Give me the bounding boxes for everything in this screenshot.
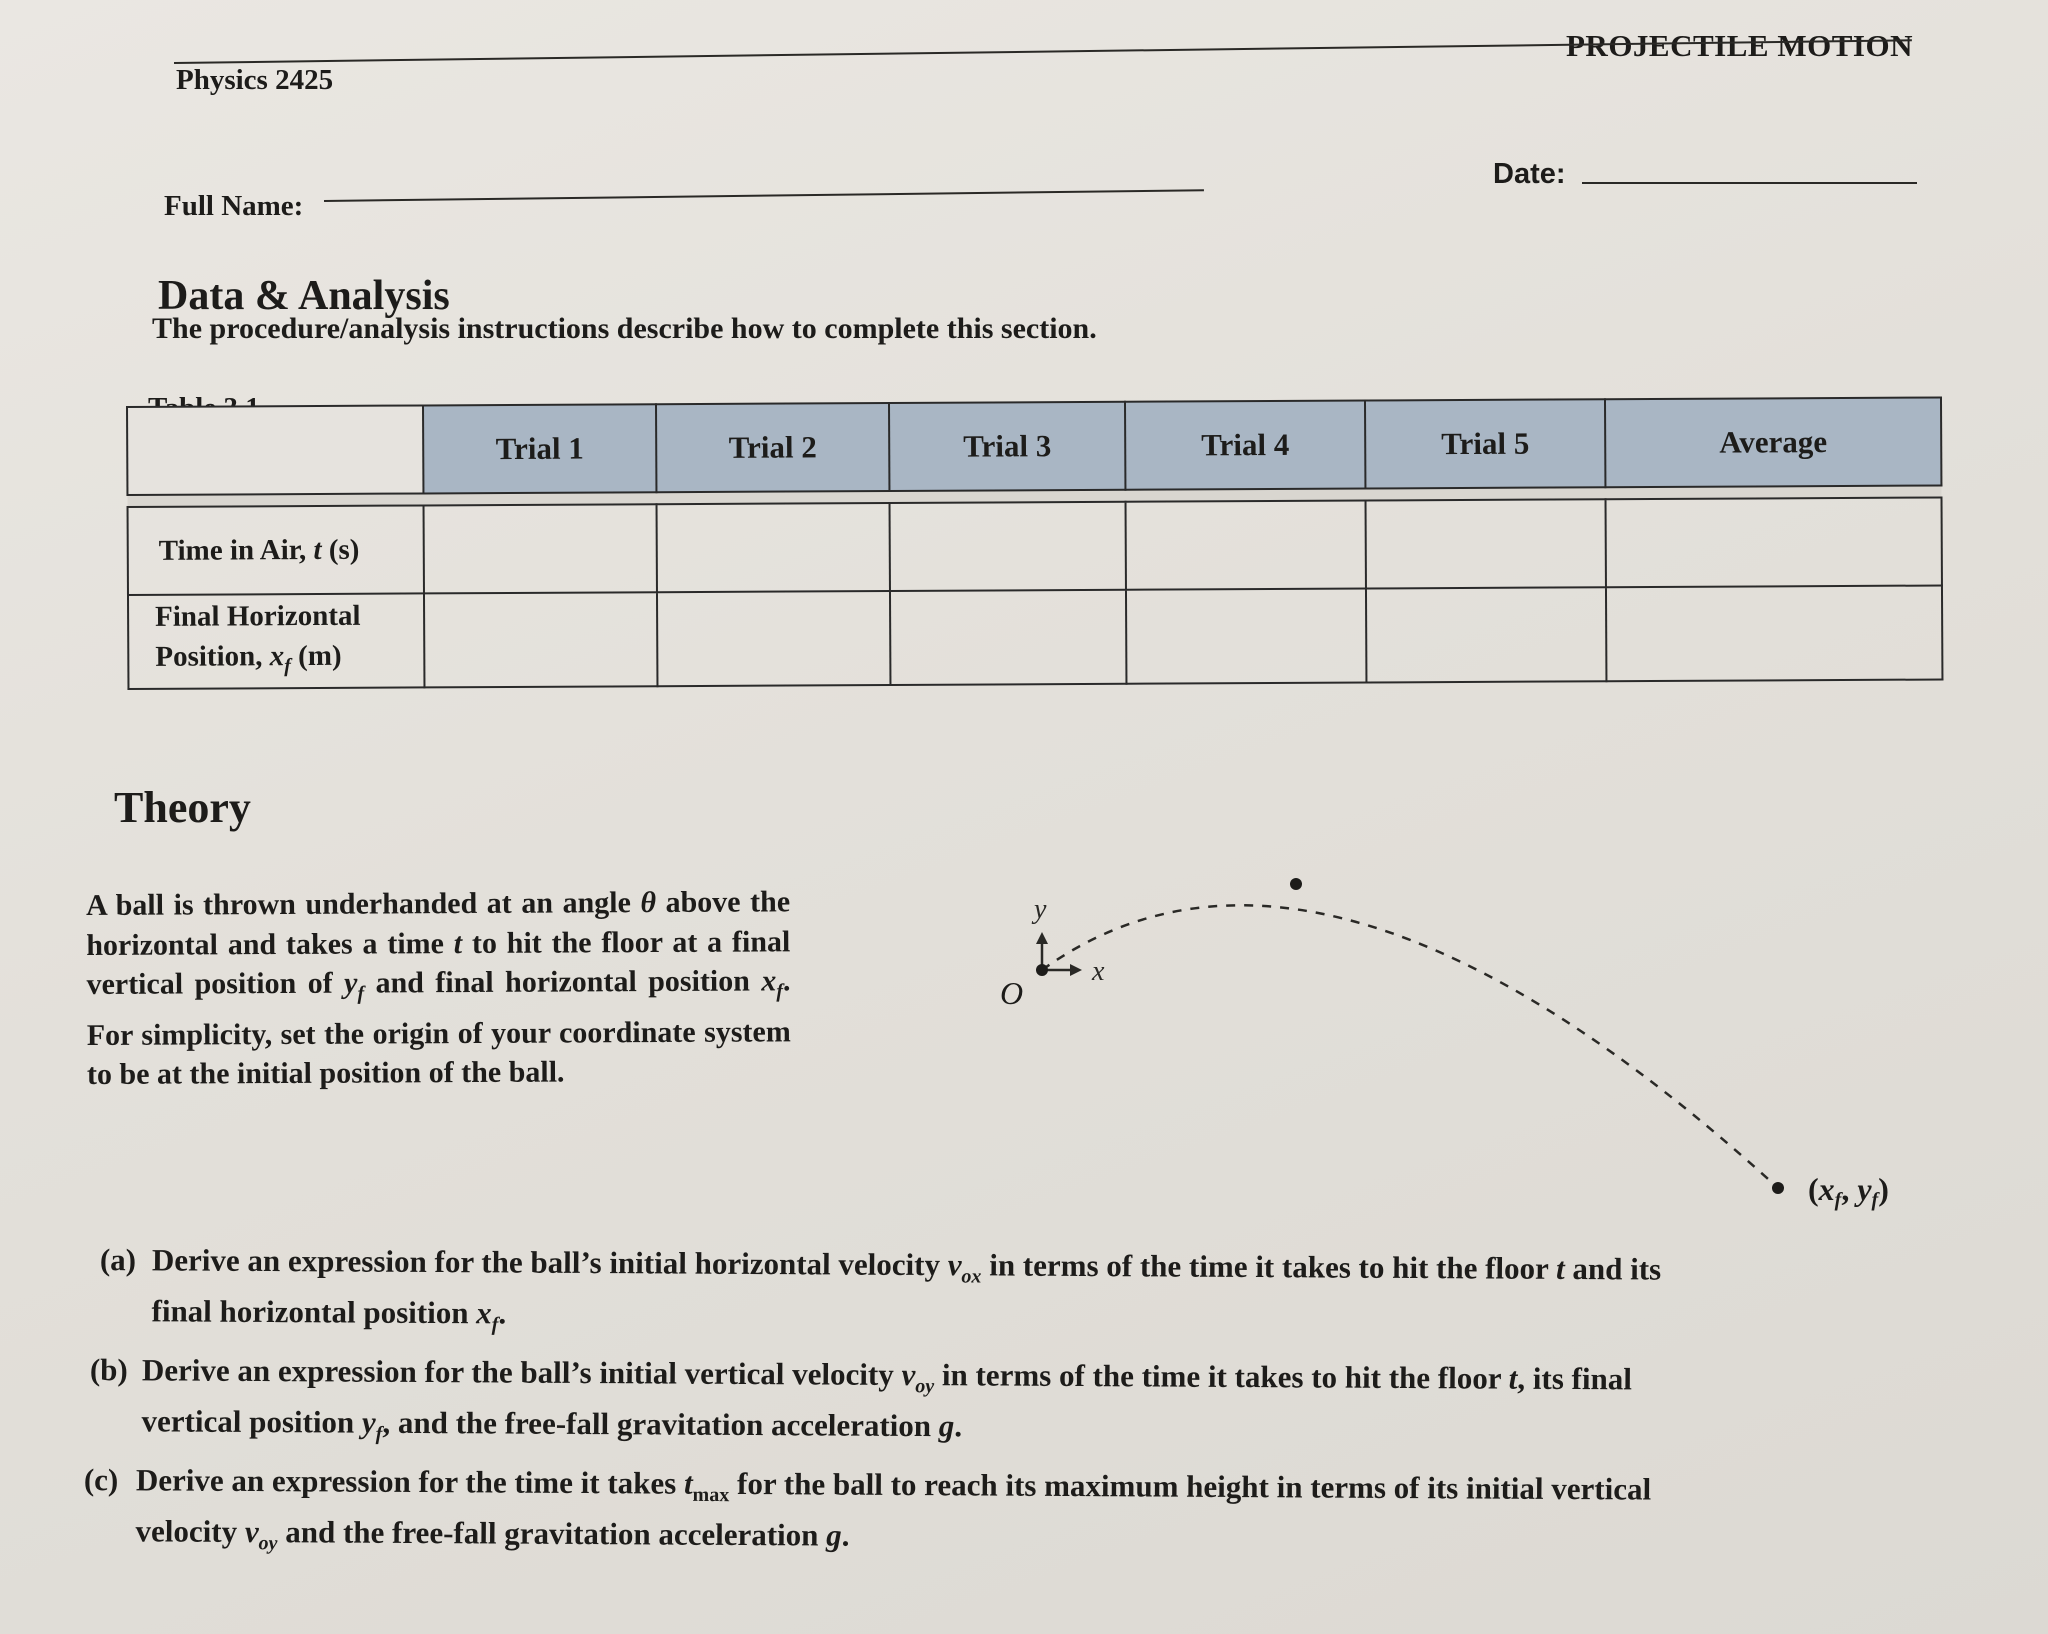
column-header-trial-5: Trial 5 <box>1365 399 1605 488</box>
section-title: Data & Analysis <box>158 273 450 319</box>
theory-title: Theory <box>114 783 251 832</box>
question-a-label: (a) <box>99 1242 137 1278</box>
origin-dot <box>1036 964 1048 976</box>
y-axis-label: y <box>1034 894 1047 925</box>
full-name-label: Full Name: <box>164 190 304 222</box>
course-name: Physics 2425 <box>176 64 334 96</box>
column-header-trial-3: Trial 3 <box>889 402 1125 491</box>
apex-dot <box>1290 878 1302 890</box>
x-axis-arrowhead <box>1070 964 1082 976</box>
final-position-dot <box>1772 1182 1784 1194</box>
x-axis-label: x <box>1092 956 1105 987</box>
question-b-label: (b) <box>89 1352 128 1388</box>
section-instructions: The procedure/analysis instructions describe how to complete this section. <box>152 312 1097 345</box>
final-position-label: (xf, yf) <box>1808 1171 1889 1211</box>
row-label-line-2: Position, $x_f$ (m) <box>155 639 342 677</box>
question-c-label: (c) <box>83 1462 119 1498</box>
row-label-time-in-air: Time in Air, t (s) <box>128 505 424 595</box>
question-a: (a) Derive an expression for the ball’s initial horizontal velocity $v_{ox}$ in terms of the time it takes to hit the floor t and its final horizontal position $x_f$. <box>99 1242 1662 1336</box>
row-label-line-1: Final Horizontal <box>155 599 361 633</box>
question-c: (c) Derive an expression for the time it takes $t_{max}$ for the ball to reach its maximum height in terms of its initial vertical velocity $v_{oy}$ and the free-fall gravitation acceleration g. <box>83 1462 1652 1555</box>
column-header-trial-1: Trial 1 <box>423 404 656 493</box>
theory-paragraph: A ball is thrown underhanded at an angle θ above the horizontal and takes a time t to hit the floor at a final vertical position of $y_f$ and final horizontal position $x_f$. For simplicity, set the origin of your coordinate system to be at the initial position of the ball. <box>86 885 791 1091</box>
question-b: (b) Derive an expression for the ball’s initial vertical velocity $v_{oy}$ in terms of the time it takes to hit the floor t, its final vertical position $y_f$, and the free-fall gravitation acceleration g. <box>89 1352 1632 1446</box>
column-header-trial-2: Trial 2 <box>656 403 889 492</box>
origin-label: O <box>1000 975 1024 1011</box>
trajectory-path <box>1042 905 1778 1188</box>
y-axis-arrowhead <box>1036 932 1048 944</box>
chapter-title: PROJECTILE MOTION <box>1566 28 1913 63</box>
date-label: Date: <box>1493 158 1566 190</box>
column-header-average: Average <box>1605 397 1941 487</box>
column-header-trial-4: Trial 4 <box>1125 401 1365 490</box>
